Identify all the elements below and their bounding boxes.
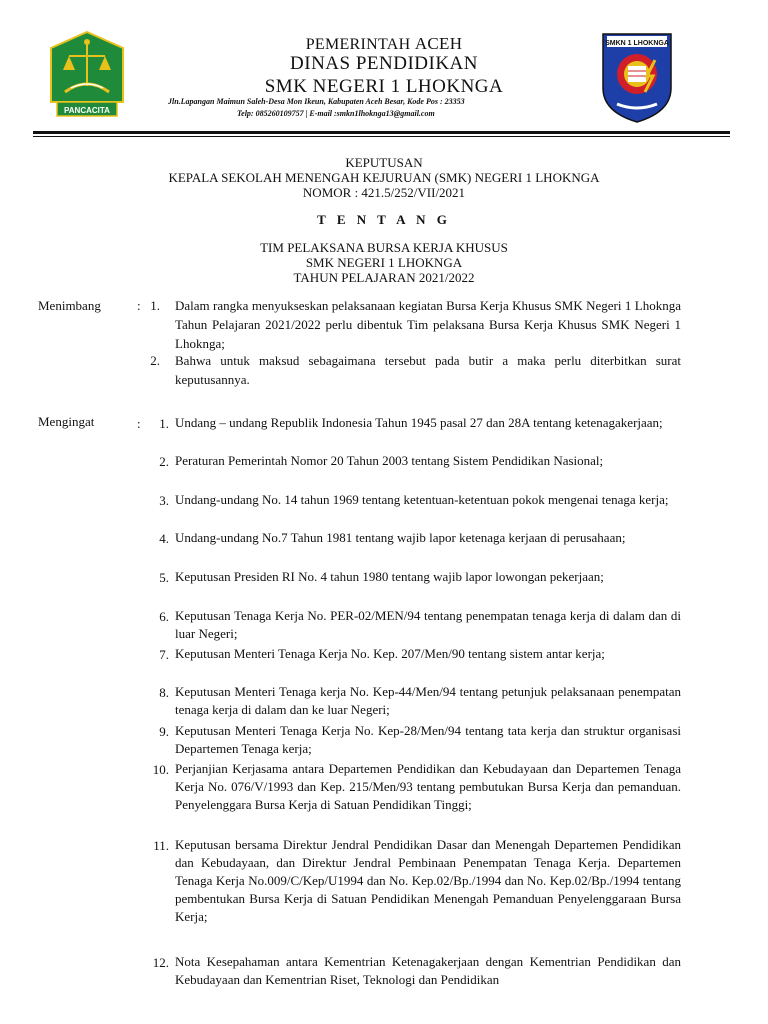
mengingat-item: Undang-undang No. 14 tahun 1969 tentang ketentuan-ketentuan pokok mengenai tenaga kerja; <box>175 492 669 507</box>
school-name: SMK NEGERI 1 LHOKNGA <box>264 76 504 97</box>
mengingat-number: 6. <box>159 609 169 624</box>
gov-header <box>0 34 768 54</box>
decree-title: KEPUTUSAN <box>345 155 423 170</box>
mengingat-number: 2. <box>159 454 169 469</box>
mengingat-item: Keputusan Tenaga Kerja No. PER-02/MEN/94 tentang penempatan tenaga kerja di dalam dan di luar Negeri; <box>175 608 681 641</box>
menimbang-number: 1. <box>150 298 160 313</box>
subject-line-2: SMK NEGERI 1 LHOKNGA <box>305 255 463 270</box>
school-address: Jln.Lapangan Maimun Saleh-Desa Mon Ikeun, Kabupaten Aceh Besar, Kode Pos : 23353 <box>168 97 465 106</box>
mengingat-number: 3. <box>159 493 169 508</box>
subject-line-3: TAHUN PELAJARAN 2021/2022 <box>293 270 475 285</box>
mengingat-item: Keputusan bersama Direktur Jendral Pendidikan Dasar dan Menengah Departemen Pendidikan dan Kebudayaan, dan Direktur Jendral Pembinaan Penempatan Tenaga Kerja. Departemen Tenaga Kerja No.009/C/Kep/U1994 dan No. Kep.02/Bp./1994 dan No. Kep.02/Bp./1994 tentang pembentukan Bursa Kerja di Satuan Pendidikan Menengah Pemanduan Penyelenggaraan Bursa Kerja; <box>175 837 681 924</box>
department-name: DINAS PENDIDIKAN <box>290 53 478 74</box>
letterhead-divider-thin <box>33 136 730 137</box>
tentang-heading: T E N T A N G <box>317 212 451 227</box>
menimbang-number: 2. <box>150 353 160 368</box>
mengingat-item: Keputusan Presiden RI No. 4 tahun 1980 tentang wajib lapor lowongan pekerjaan; <box>175 569 604 584</box>
mengingat-number: 8. <box>159 685 169 700</box>
mengingat-number: 7. <box>159 647 169 662</box>
mengingat-item: Keputusan Menteri Tenaga Kerja No. Kep-28/Men/94 tentang tata kerja dan struktur organisasi Departemen Tenaga kerja; <box>175 723 681 756</box>
mengingat-number: 11. <box>153 838 169 853</box>
menimbang-item: Bahwa untuk maksud sebagaimana tersebut pada butir a maka perlu diterbitkan surat keputusannya. <box>175 353 681 387</box>
subject-line-1: TIM PELAKSANA BURSA KERJA KHUSUS <box>260 240 508 255</box>
mengingat-number: 9. <box>159 724 169 739</box>
mengingat-item: Undang-undang No.7 Tahun 1981 tentang wajib lapor ketenaga kerjaan di perusahaan; <box>175 530 626 545</box>
menimbang-label: Menimbang <box>38 298 101 313</box>
school-contact: Telp: 085260109757 | E-mail :smkn1lhoknga13@gmail.com <box>237 109 435 118</box>
right-logo-text: SMKN 1 LHOKNGA <box>605 40 669 47</box>
mengingat-colon: : <box>137 416 141 431</box>
mengingat-item: Undang – undang Republik Indonesia Tahun 1945 pasal 27 dan 28A tentang ketenagakerjaan; <box>175 415 663 430</box>
mengingat-item: Perjanjian Kerjasama antara Departemen Pendidikan dan Kebudayaan dan Departemen Tenaga Kerja No. 076/V/1993 dan Kep. 215/Men/93 tentang pembutukan Bursa Kerja dan pemanduan. Penyelenggara Bursa Kerja di Satuan Pendidikan Tinggi; <box>175 761 681 812</box>
decree-issuer: KEPALA SEKOLAH MENENGAH KEJURUAN (SMK) NEGERI 1 LHOKNGA <box>168 170 600 185</box>
mengingat-item: Keputusan Menteri Tenaga Kerja No. Kep. 207/Men/90 tentang sistem antar kerja; <box>175 646 605 661</box>
letterhead-divider <box>33 131 730 134</box>
left-logo-text: PANCACITA <box>64 106 110 115</box>
mengingat-label: Mengingat <box>38 414 95 429</box>
mengingat-number: 1. <box>159 416 169 431</box>
mengingat-number: 10. <box>152 762 169 777</box>
mengingat-item: Nota Kesepahaman antara Kementrian Ketenagakerjaan dengan Kementrian Pendidikan dan Kebudayaan dan Kementrian Riset, Teknologi dan Pendidikan <box>175 954 681 987</box>
mengingat-number: 12. <box>152 955 169 970</box>
menimbang-item: Dalam rangka menyukseskan pelaksanaan kegiatan Bursa Kerja Khusus SMK Negeri 1 Lhoknga Tahun Pelajaran 2021/2022 perlu dibentuk Tim pelaksana Bursa Kerja Khusus SMK Negeri 1 Lhoknga; <box>175 298 681 351</box>
mengingat-item: Keputusan Menteri Tenaga kerja No. Kep-44/Men/94 tentang petunjuk pelaksanaan penempatan tenaga kerja di dalam dan ke luar Negeri; <box>175 684 681 717</box>
mengingat-number: 4. <box>159 531 169 546</box>
gov-region: ACEH <box>414 34 463 53</box>
menimbang-colon: : <box>137 298 141 313</box>
decree-number: NOMOR : 421.5/252/VII/2021 <box>302 185 466 200</box>
mengingat-number: 5. <box>159 570 169 585</box>
mengingat-item: Peraturan Pemerintah Nomor 20 Tahun 2003 tentang Sistem Pendidikan Nasional; <box>175 453 604 468</box>
gov-prefix: PEMERINTAH <box>305 36 411 53</box>
